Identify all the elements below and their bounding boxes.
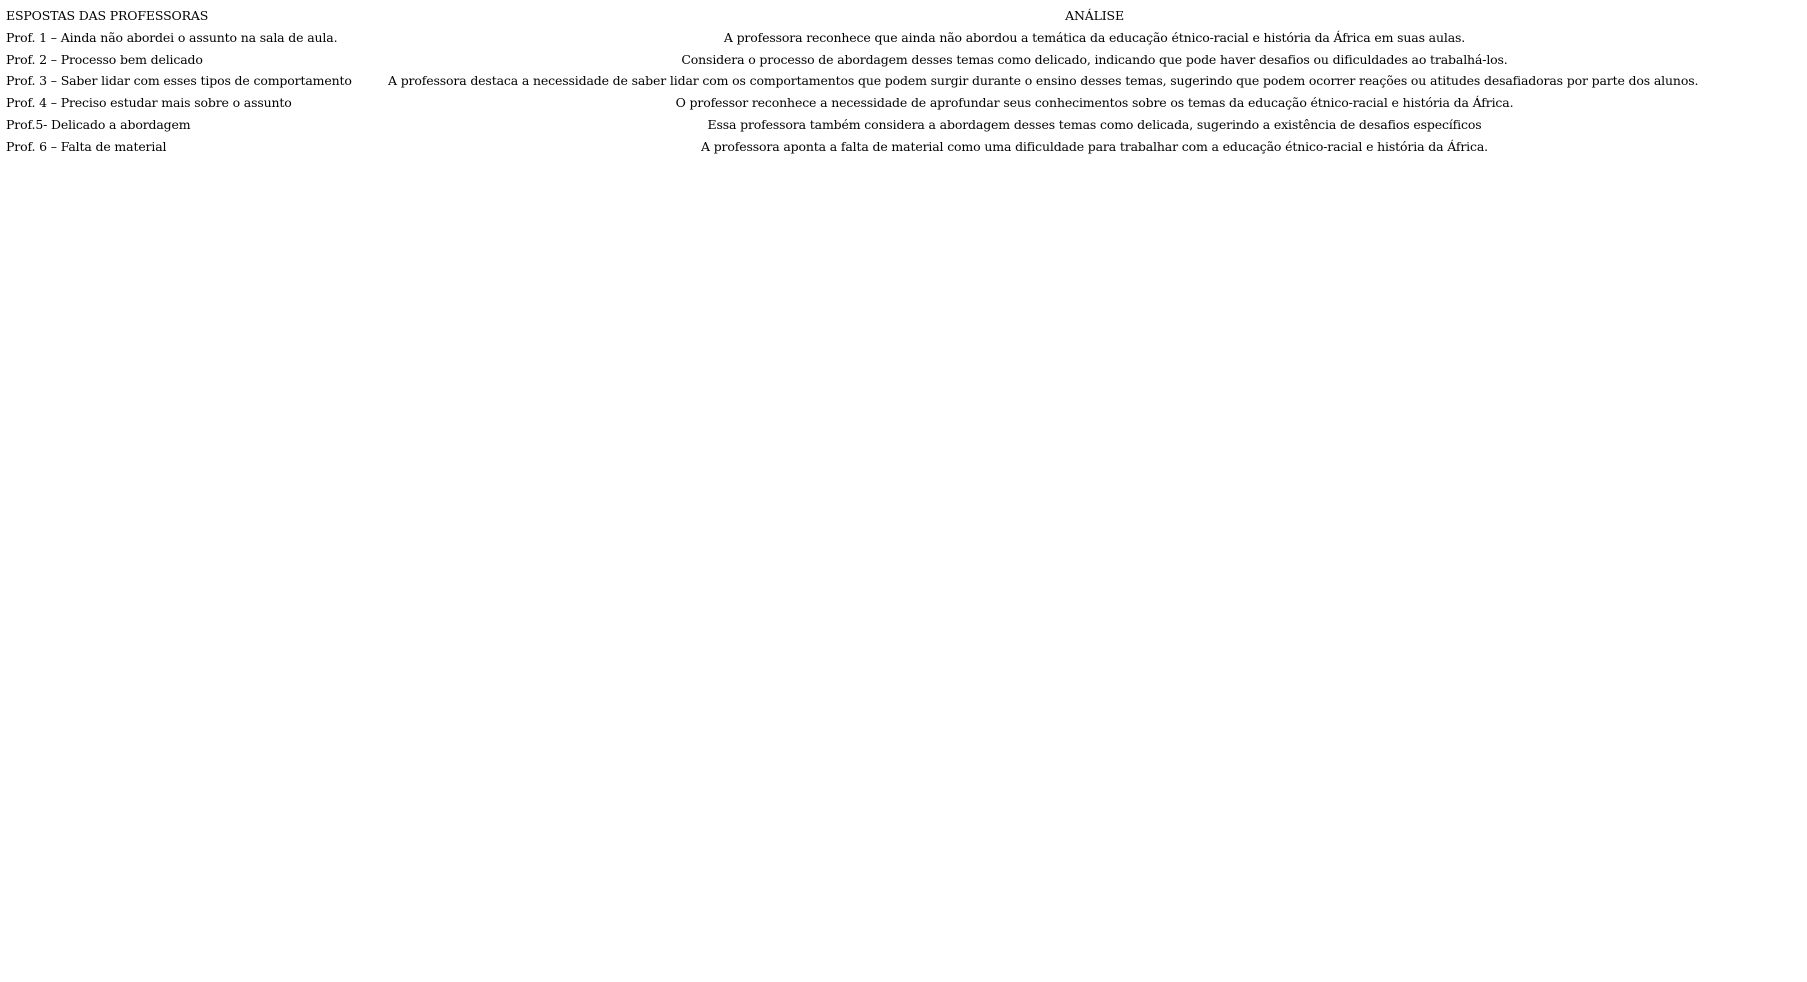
response-cell: Prof. 3 – Saber lidar com esses tipos de comportamento bbox=[6, 73, 352, 89]
response-cell: Prof. 6 – Falta de material bbox=[6, 138, 167, 154]
table-row bbox=[6, 92, 1801, 114]
response-cell: Prof. 4 – Preciso estudar mais sobre o assunto bbox=[6, 95, 292, 111]
analysis-cell: O professor reconhece a necessidade de aprofundar seus conhecimentos sobre os temas da educação étnico-racial e história da África. bbox=[675, 95, 1514, 111]
response-cell: Prof. 2 – Processo bem delicado bbox=[6, 51, 203, 67]
table-row bbox=[6, 27, 1801, 49]
analysis-cell: Considera o processo de abordagem desses temas como delicado, indicando que pode haver desafios ou dificuldades ao trabalhá-los. bbox=[681, 51, 1508, 67]
header-responses: ESPOSTAS DAS PROFESSORAS bbox=[6, 8, 209, 23]
table-row bbox=[6, 70, 1801, 92]
analysis-cell: A professora aponta a falta de material como uma dificuldade para trabalhar com a educação étnico-racial e história da África. bbox=[701, 138, 1488, 154]
table-row bbox=[6, 136, 1801, 158]
table-row bbox=[6, 49, 1801, 71]
table-row bbox=[6, 114, 1801, 136]
document-page bbox=[6, 5, 1801, 158]
analysis-cell: Essa professora também considera a abordagem desses temas como delicada, sugerindo a existência de desafios específicos bbox=[707, 116, 1482, 132]
response-cell: Prof.5- Delicado a abordagem bbox=[6, 116, 191, 132]
header-analysis: ANÁLISE bbox=[1065, 8, 1124, 23]
responses-analysis-table bbox=[6, 5, 1801, 158]
analysis-cell: A professora destaca a necessidade de saber lidar com os comportamentos que podem surgir durante o ensino desses temas, sugerindo que podem ocorrer reações ou atitudes desafiadoras por parte dos alunos. bbox=[388, 73, 1699, 89]
analysis-cell: A professora reconhece que ainda não abordou a temática da educação étnico-racial e história da África em suas aulas. bbox=[723, 29, 1466, 45]
response-cell: Prof. 1 – Ainda não abordei o assunto na sala de aula. bbox=[6, 29, 338, 45]
table-header-row bbox=[6, 5, 1801, 27]
